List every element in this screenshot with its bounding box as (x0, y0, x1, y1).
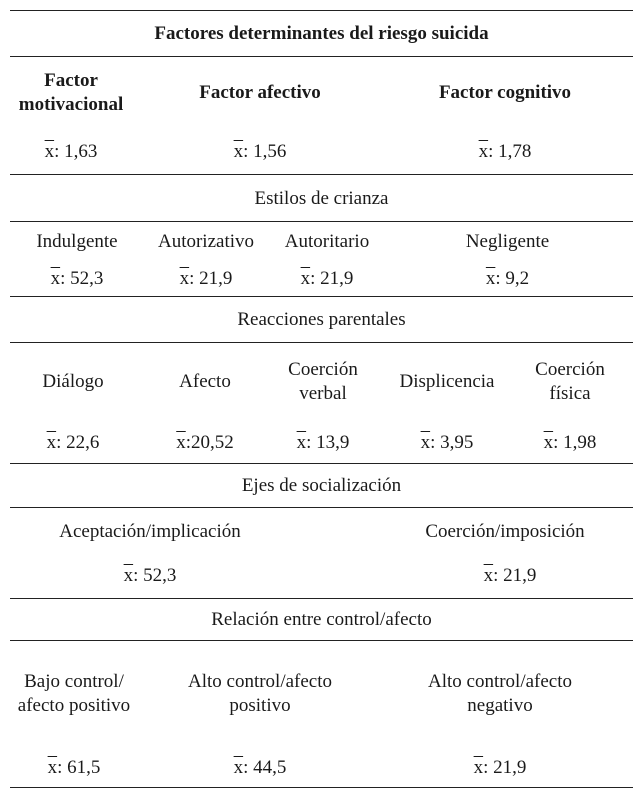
header-negligente: Negligente (465, 231, 550, 253)
header-aceptacion: Aceptación/implicación (59, 520, 241, 542)
header-factor-cognitivo: Factor cognitivo (438, 82, 572, 104)
value-factor-motivacional: $\overline{x}$ : 1,63 (44, 141, 98, 163)
value-alto-control-negativo: $\overline{x}$ : 21,9 (473, 756, 527, 778)
header-alto-control-negativo: Alto control/afecto negativo (427, 671, 573, 716)
value-autoritario: $\overline{x}$ : 21,9 (300, 267, 354, 289)
table-rule (10, 507, 633, 508)
header-dialogo: Diálogo (42, 371, 104, 393)
value-indulgente: $\overline{x}$ : 52,3 (50, 267, 104, 289)
section-title-ejes: Ejes de socialización (241, 475, 402, 497)
header-factor-motivacional: Factor motivacional (18, 70, 124, 115)
header-coercion-fisica: Coerción física (535, 359, 605, 404)
table-rule (10, 463, 633, 464)
value-factor-cognitivo: $\overline{x}$ : 1,78 (478, 141, 532, 163)
header-indulgente: Indulgente (36, 231, 118, 253)
results-table (10, 8, 633, 790)
header-factor-afectivo: Factor afectivo (199, 82, 321, 104)
value-displicencia: $\overline{x}$ : 3,95 (420, 431, 474, 453)
header-bajo-control: Bajo control/ afecto positivo (17, 671, 131, 716)
value-negligente: $\overline{x}$ : 9,2 (485, 267, 530, 289)
table-rule (10, 342, 633, 343)
table-title: Factores determinantes del riesgo suicida (154, 23, 489, 45)
table-rule (10, 56, 633, 57)
value-coercion-verbal: $\overline{x}$ : 13,9 (296, 431, 350, 453)
table-rule (10, 640, 633, 641)
table-rule (10, 787, 633, 788)
value-alto-control-positivo: $\overline{x}$ : 44,5 (233, 756, 287, 778)
value-autorizativo: $\overline{x}$ : 21,9 (179, 267, 233, 289)
table-rule (10, 598, 633, 599)
value-factor-afectivo: $\overline{x}$ : 1,56 (233, 141, 287, 163)
value-coercion-fisica: $\overline{x}$ : 1,98 (543, 431, 597, 453)
header-autorizativo: Autorizativo (157, 231, 255, 253)
header-afecto: Afecto (179, 371, 231, 393)
section-title-relacion: Relación entre control/afecto (211, 609, 432, 631)
table-rule (10, 296, 633, 297)
value-dialogo: $\overline{x}$ : 22,6 (46, 431, 100, 453)
table-rule (10, 221, 633, 222)
value-coercion-imposicion: $\overline{x}$ : 21,9 (483, 565, 537, 587)
header-coercion-imposicion: Coerción/imposición (425, 520, 585, 542)
section-title-crianza: Estilos de crianza (254, 187, 389, 209)
header-coercion-verbal: Coerción verbal (288, 359, 358, 404)
value-aceptacion: $\overline{x}$ : 52,3 (123, 565, 177, 587)
value-bajo-control: $\overline{x}$ : 61,5 (47, 756, 101, 778)
table-rule (10, 174, 633, 175)
header-alto-control-positivo: Alto control/afecto positivo (187, 671, 333, 716)
section-title-reacciones: Reacciones parentales (237, 309, 406, 331)
table-rule (10, 10, 633, 11)
value-afecto: $\overline{x}$ :20,52 (176, 431, 234, 453)
header-autoritario: Autoritario (284, 231, 370, 253)
header-displicencia: Displicencia (399, 371, 495, 393)
